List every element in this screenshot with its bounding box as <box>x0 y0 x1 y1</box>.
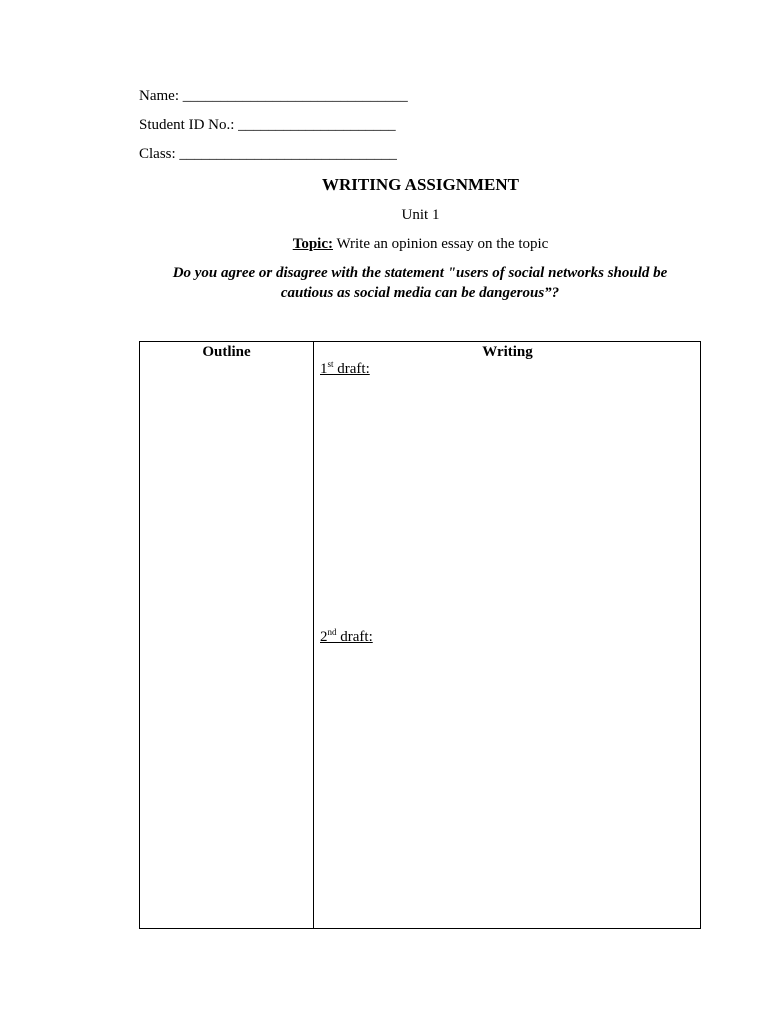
writing-cell <box>314 359 700 928</box>
writing-header: Writing <box>482 344 533 360</box>
second-draft-area[interactable] <box>318 648 696 924</box>
topic-label: Topic: <box>292 236 333 252</box>
unit-label: Unit 1 <box>401 207 440 223</box>
name-field[interactable]: Name: ______________________________ <box>139 88 408 104</box>
topic-line <box>139 235 702 253</box>
first-draft-suffix: st <box>327 359 334 369</box>
outline-header: Outline <box>202 344 251 360</box>
student-id-field[interactable]: Student ID No.: _____________________ <box>139 117 396 133</box>
first-draft-text: draft: <box>333 361 370 377</box>
essay-question: Do you agree or disagree with the statement "users of social networks should be cautious as social media can be dangerous”? <box>172 265 668 301</box>
outline-cell[interactable] <box>140 362 313 928</box>
second-draft-number: 2 <box>320 629 328 645</box>
second-draft-suffix: nd <box>327 627 337 637</box>
assignment-title: WRITING ASSIGNMENT <box>322 175 519 194</box>
second-draft-label <box>320 628 373 646</box>
first-draft-number: 1 <box>320 361 328 377</box>
class-field[interactable]: Class: _____________________________ <box>139 146 397 162</box>
second-draft-text: draft: <box>336 629 373 645</box>
first-draft-area[interactable] <box>318 380 696 624</box>
assignment-table <box>139 341 701 929</box>
first-draft-label <box>320 360 370 378</box>
topic-text: Write an opinion essay on the topic <box>332 236 549 252</box>
